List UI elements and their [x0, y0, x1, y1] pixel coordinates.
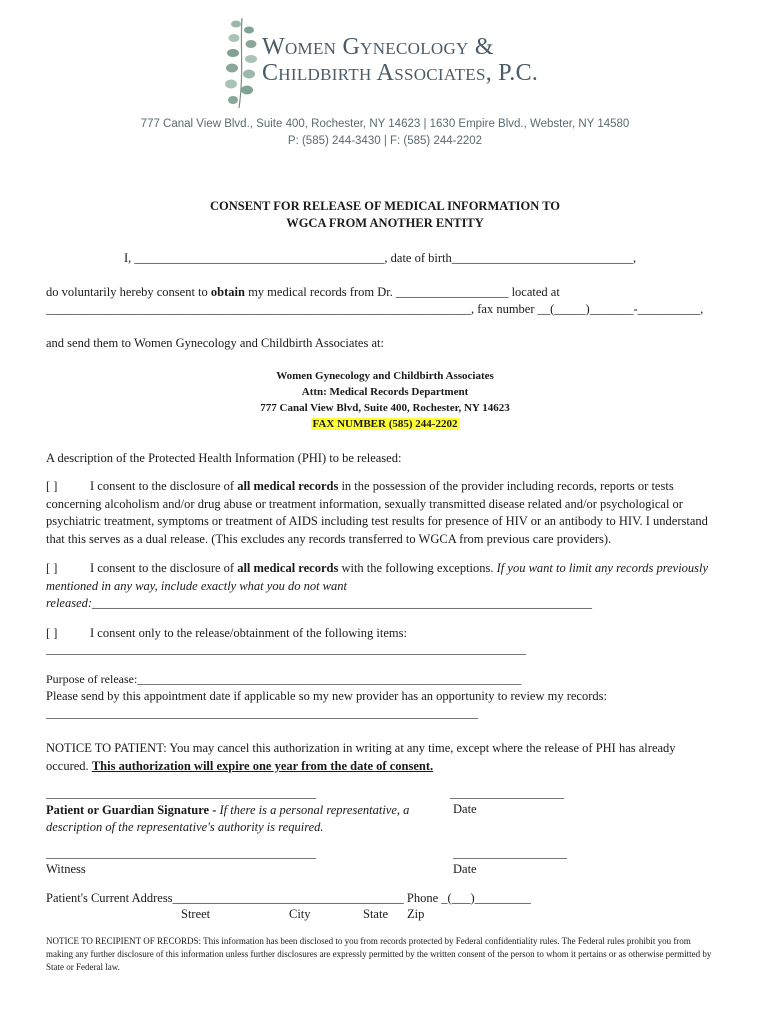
signature-field[interactable]: _____________________________________________ [46, 786, 316, 800]
notice-to-patient [46, 740, 718, 775]
form-title-line2: WGCA FROM ANOTHER ENTITY [286, 216, 484, 230]
option2-italic: If you want to limit any records previously mentioned in any way, include exactly what you do not want released: [46, 561, 709, 610]
notice-expiry: This authorization will expire one year from the date of consent. [91, 758, 434, 773]
recipient-attn: Attn: Medical Records Department [301, 386, 469, 398]
practice-address: 777 Canal View Blvd., Suite 400, Rochester, NY 14623 | 1630 Empire Blvd., Webster, NY 14580 [140, 118, 630, 130]
phi-option-exceptions [46, 560, 718, 613]
witness-date-field[interactable]: ___________________ [453, 846, 567, 860]
signature-label-bold: Patient or Guardian Signature - [46, 803, 220, 817]
consent-obtain-word: obtain [210, 285, 245, 299]
appointment-text: Please send by this appointment date if applicable so my new provider has an opportunity to review my records: [46, 689, 607, 703]
recipient-notice: NOTICE TO RECIPIENT OF RECORDS: This information has been disclosed to you from records protected by Federal confidentiality rules. The Federal rules prohibit you from making any further disclosure of this information unless further disclosures are expressly permitted by the written consent of the person to whom it pertains or as otherwise permitted by State or Federal law. [46, 936, 712, 972]
send-to-text: and send them to Women Gynecology and Childbirth Associates at: [46, 336, 384, 350]
option2-mid: with the following exceptions. [338, 561, 497, 575]
phi-intro: A description of the Protected Health Information (PHI) to be released: [46, 451, 402, 465]
location-fax-field[interactable]: ____________________________________________________________________, fax number __(_____)_______-__________, [46, 302, 704, 316]
option2-prefix: I consent to the disclosure of [90, 561, 238, 575]
option3-text: I consent only to the release/obtainment of the following items: [90, 626, 407, 640]
signature-date-field[interactable]: ___________________ [450, 786, 564, 800]
recipient-address: 777 Canal View Blvd, Suite 400, Rochester, NY 14623 [260, 402, 510, 414]
phi-option-specific-items [46, 625, 718, 643]
phi-option-all-records [46, 478, 718, 548]
practice-name-line1: Women Gynecology & [262, 34, 494, 60]
option1-bold: all medical records [237, 479, 339, 493]
consent-prefix: do voluntarily hereby consent to [46, 285, 211, 299]
specific-items-field[interactable]: ________________________________________________________________________________ [46, 642, 526, 656]
option1-rest: in the possession of the provider including records, reports or tests concerning alcoholism and/or drug abuse or treatment information, sexually transmitted disease related and/or psychological or psychiatric treatment, symptoms or treatment of AIDS including test results for presence of HIV or an antibody to HIV. I understand that this serves as a dual release. (This excludes any records transferred to WGCA from previous care providers). [46, 479, 708, 546]
checkbox-specific-items[interactable]: [ ] [46, 626, 58, 640]
option2-bold: all medical records [237, 561, 339, 575]
recipient-name: Women Gynecology and Childbirth Associates [276, 370, 494, 382]
signature-label [46, 802, 426, 836]
signature-date-label: Date [453, 802, 477, 816]
street-label: Street [181, 907, 211, 921]
witness-label: Witness [46, 862, 86, 876]
purpose-field[interactable]: Purpose of release:________________________________________________________________ [46, 672, 522, 686]
consent-obtain-line[interactable] [46, 285, 560, 300]
witness-field[interactable]: _____________________________________________ [46, 846, 316, 860]
appointment-field[interactable]: ________________________________________________________________________ [46, 706, 478, 720]
consent-doctor-field: my medical records from Dr. __________________ located at [244, 285, 560, 299]
witness-date-label: Date [453, 862, 477, 876]
recipient-fax-row [0, 418, 770, 430]
name-dob-field[interactable]: I, ________________________________________, date of birth_____________________________, [124, 251, 637, 265]
option1-prefix: I consent to the disclosure of [90, 479, 238, 493]
checkbox-all-records[interactable]: [ ] [46, 479, 58, 493]
signature-label-italic: If there is a personal representative, a description of the representative's authority is required. [46, 803, 410, 834]
patient-address-field[interactable]: Patient's Current Address_____________________________________ Phone _(___)_________ [46, 891, 531, 905]
practice-phone-fax: P: (585) 244-3430 | F: (585) 244-2202 [287, 135, 483, 147]
exceptions-field[interactable]: ________________________________________________________________________________ [92, 596, 593, 610]
practice-name-line2: Childbirth Associates, P.C. [262, 60, 539, 86]
eucalyptus-logo-icon [222, 14, 262, 110]
notice-text: NOTICE TO PATIENT: You may cancel this authorization in writing at any time, except where the release of PHI has already occured. [46, 741, 676, 773]
recipient-fax: FAX NUMBER (585) 244-2202 [312, 418, 458, 430]
form-title-line1: CONSENT FOR RELEASE OF MEDICAL INFORMATION TO [209, 199, 561, 213]
zip-label: Zip [407, 907, 425, 921]
checkbox-exceptions[interactable]: [ ] [46, 561, 58, 575]
state-label: State [363, 907, 388, 921]
city-label: City [289, 907, 311, 921]
